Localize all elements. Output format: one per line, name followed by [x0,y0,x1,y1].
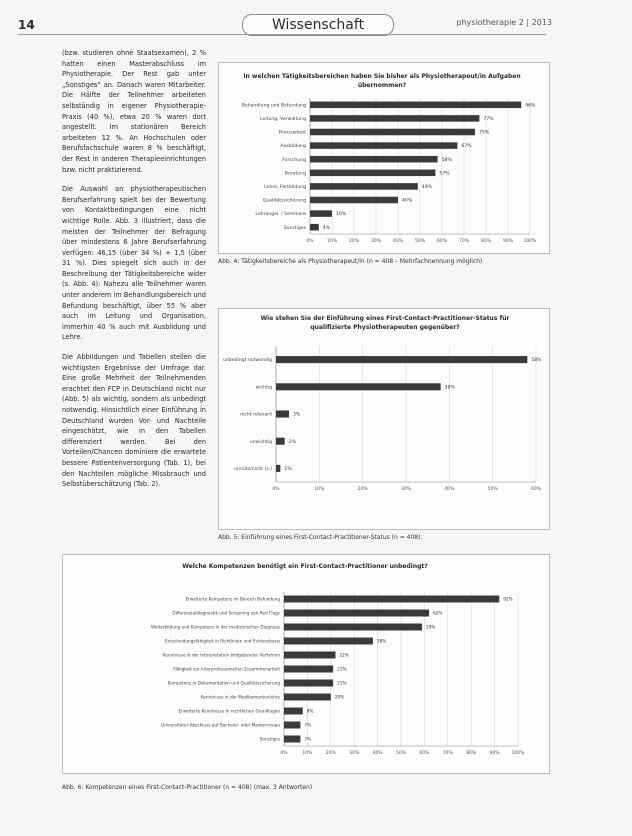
category-label: Qualitätssicherung [262,198,306,204]
category-label: Beratung [284,171,306,177]
x-tick-label: 70% [458,239,470,244]
figure-4-chart [218,92,548,250]
bar-value-label: 57% [439,171,450,177]
bar-value-label: 4% [322,225,331,231]
category-label: Sonstiges [259,736,280,742]
category-label: Praxisarbeit [278,130,306,136]
category-label: unwichtig [249,439,272,445]
x-tick-label: 50% [487,487,498,492]
category-label: Forschung [282,157,306,163]
category-label: Erweiterte Kompetenz im Bereich Befundung [185,596,280,602]
bar-value-label: 21% [337,666,347,672]
x-tick-label: 0% [272,487,280,492]
category-label: Kompetenz in Dokumentation und Qualitätssicherung [167,680,280,686]
bar-value-label: 20% [334,694,345,700]
x-tick-label: 60% [530,487,542,492]
bar-value-label: 67% [461,144,472,150]
bar [276,410,289,417]
x-tick-label: 50% [414,239,426,244]
bar [310,115,479,122]
bar [284,736,300,743]
bar [284,610,429,617]
x-tick-label: 80% [466,751,477,756]
x-tick-label: 70% [442,751,453,756]
section-title: Wissenschaft [242,14,394,36]
category-label: Ausbildung [280,144,306,150]
bar-value-label: 10% [336,212,347,218]
bar [284,680,333,687]
category-label: Behandlung und Befundung [241,103,306,109]
x-tick-label: 30% [370,239,382,244]
x-tick-label: 40% [444,487,455,492]
x-tick-label: 50% [395,751,407,756]
x-tick-label: 30% [349,751,360,756]
figure-4-title: In welchen Tätigkeitsbereichen haben Sie bisher als Physiotherapeut/in Aufgaben übernommen? [243,73,521,89]
body-paragraph: Die Abbildungen und Tabellen stellen die wichtigsten Ergebnisse der Umfrage dar. Eine große Mehrheit der Teilnehmenden erachtet den FCP in Deutschland nicht nur (Abb. 5) als wichtig, sondern als unbedingt notwendig. Hinsichtlich einer Einführung in Deutschland wurden Vor- und Nachteile eingeschätzt, wie in den Tabellen differenziert werden. Bei den Vorteilen/Chancen dominiere die erwartete bessere Patientenversorgung (Tab. 1), bei den Nachteilen mögliche Missbrauch und Selbstüberschätzung (Tab. 2). [62,353,206,489]
category-label: Sonstiges [283,225,306,231]
bar [310,129,475,136]
bar-value-label: 77% [483,117,494,122]
bar [284,638,373,645]
category-label: Leitung, Verwaltung [260,117,306,122]
x-tick-label: 30% [400,487,412,492]
x-tick-label: 10% [302,751,313,756]
bar-value-label: 58% [531,358,542,364]
category-label: Entscheidungsfähigkeit in Richtlinien und Evidenzbasis [164,638,280,644]
bar-value-label: 3% [293,412,301,418]
x-tick-label: 20% [348,239,360,244]
bar [284,666,333,673]
x-tick-label: 0% [306,239,314,244]
bar-value-label: 49% [421,185,433,190]
header-rule [18,34,546,35]
x-tick-label: 20% [325,751,336,756]
bar [310,142,457,149]
bar [310,170,435,177]
bar-value-label: 62% [433,610,443,616]
bar [276,438,285,445]
figure-5-chart [218,340,548,500]
x-tick-label: 60% [419,751,430,756]
bar-value-label: 21% [337,680,347,686]
bar [284,708,303,715]
bar-value-label: 92% [503,596,513,602]
x-tick-label: 10% [326,239,338,244]
bar [310,183,418,190]
figure-4-caption: Abb. 4: Tätigkeitsbereiche als Physiotherapeut/in (n = 408 – Mehrfachnennung möglich) [218,258,483,265]
category-label: Kenntnisse in der Interpretation bildgebender Verfahren [162,652,280,658]
bar-value-label: 75% [479,130,490,136]
bar [284,652,335,659]
bar [276,465,280,472]
bar-value-label: 38% [376,638,387,644]
x-tick-label: 10% [314,487,325,492]
bar [310,210,332,217]
bar [310,197,398,204]
bar-value-label: 22% [339,652,349,658]
bar [310,156,438,163]
bar-value-label: 96% [525,103,536,109]
x-tick-label: 90% [489,751,500,756]
category-label: Differenzialdiagnostik und Screening von Red Flags [172,610,280,616]
bar [284,694,331,701]
x-tick-label: 90% [502,239,514,244]
bar-value-label: 58% [441,157,452,163]
category-label: Erweiterte Kenntnisse in rechtlichen Grundlagen [178,708,280,714]
bar-value-label: 2% [288,439,296,445]
bar [310,224,319,231]
bar-value-label: 40% [402,198,413,204]
category-label: Lehre, Fortbildung [264,185,306,190]
x-tick-label: 0% [280,751,288,756]
figure-6-caption: Abb. 6: Kompetenzen eines First-Contact-Practitioner (n = 408) (max. 3 Antworten) [62,784,313,791]
bar [276,356,527,363]
bar [284,596,499,603]
page-number: 14 [18,18,35,32]
x-tick-label: 40% [372,751,383,756]
bar [310,102,521,109]
category-label: wichtig [255,385,272,391]
x-tick-label: 100% [511,751,525,756]
category-label: unnütz/nicht (s.) [234,467,272,472]
figure-6-title: Welche Kompetenzen benötigt ein First-Contact-Practitioner unbedingt? [182,563,428,570]
bar [284,624,422,631]
bar-value-label: 7% [304,722,312,728]
x-tick-label: 80% [480,239,492,244]
figure-6-chart [62,586,548,762]
x-tick-label: 100% [523,239,537,244]
category-label: Kenntnisse in der Medikamentenlehre [200,694,280,700]
journal-reference: physiotherapie 2 | 2013 [456,18,552,27]
bar [276,383,441,390]
body-paragraph: (bzw. studieren ohne Staatsexamen), 2 % hatten einen Masterabschluss im Physiotherapie. Der Rest gab unter „Sonstiges“ an. Danach waren Mitarbeiter. Die Hälfte der Teilnehmer arbeiteten selbständig in eigener Physiotherapie-Praxis (40 %), etwa 20 % waren dort angestellt. Im stationären Bereich arbeiteten 12 %. An Hochschulen oder Berufsfachschule waren 8 % beschäftigt, der Rest in anderen Therapieeinrichtungen bzw. nicht praktizierend. [62,49,206,174]
bar-value-label: 7% [304,736,312,742]
bar-value-label: 1% [284,467,292,472]
bar [284,722,300,729]
bar-value-label: 59% [426,624,436,630]
figure-5-title: Wie stehen Sie der Einführung eines First-Contact-Practitioner-Status für qualifizierte Physiotherapeuten gegenüber? [260,315,510,331]
bar-value-label: 38% [444,385,455,391]
category-label: Universitärer Abschluss auf Bachelor- oder Masterniveau [161,722,280,728]
category-label: nicht relevant [240,412,272,418]
category-label: Lehrangel. / Seminare [255,212,306,218]
body-text-column [62,48,206,499]
bar-value-label: 8% [306,708,314,714]
category-label: Fähigkeit zur interprofessionellen Zusammenarbeit [173,666,280,672]
body-paragraph: Die Auswahl an physiotherapeutischen Berufserfahrung spielt bei der Bewertung von Kontaktbedingungen eine nicht wichtige Rolle. Abb. 3 illustriert, dass die meisten der Teilnehmer der Befragung über mindestens 6 Jahre Berufserfahrung verfügen: 46,15 (über 34 %) + 1,5 (über 31 %). Dies spiegelt sich auch in der Beschreibung der Tätigkeitsbereiche wider (s. Abb. 4): Nahezu alle Teilnehmer waren unter anderem im Behandlungsbereich und Befundung beschäftigt, über 55 % aber auch im Leitung und Organisation, immerhin 40 % auch mit Ausbildung und Lehre. [62,185,206,342]
category-label: Weiterbildung und Kompetenz in der medizinischen Diagnose [150,624,280,630]
x-tick-label: 60% [436,239,448,244]
figure-5-caption: Abb. 5: Einführung eines First-Contact-Practitioner-Status (n = 408). [218,534,423,541]
x-tick-label: 20% [357,487,368,492]
x-tick-label: 40% [392,239,404,244]
category-label: unbedingt notwendig [223,358,272,364]
